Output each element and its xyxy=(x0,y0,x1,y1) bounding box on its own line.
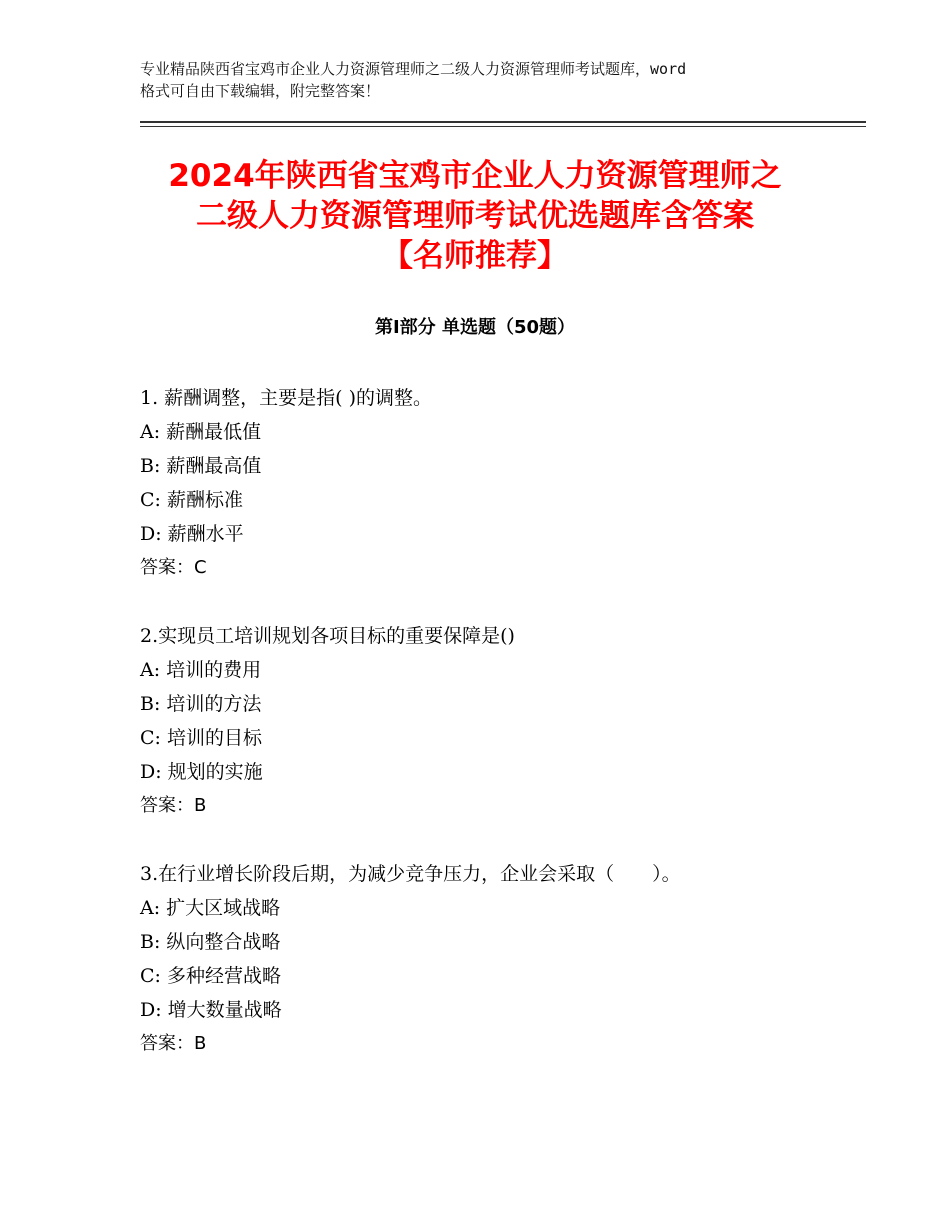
question-stem: 1. 薪酬调整，主要是指( )的调整。 xyxy=(140,387,433,409)
question-list xyxy=(140,381,840,1095)
option-b: B: 培训的方法 xyxy=(140,693,262,715)
option-d: D: 规划的实施 xyxy=(140,761,263,783)
option-a: A: 扩大区域战略 xyxy=(140,897,281,919)
document-title-line-1: 2024年陕西省宝鸡市企业人力资源管理师之 xyxy=(168,158,782,194)
option-a: A: 薪酬最低值 xyxy=(140,421,262,443)
document-title xyxy=(100,156,850,276)
answer: 答案：B xyxy=(140,795,207,816)
document-title-line-3: 【名师推荐】 xyxy=(382,238,568,274)
answer: 答案：B xyxy=(140,1033,207,1054)
option-b: B: 纵向整合战略 xyxy=(140,931,281,953)
option-b: B: 薪酬最高值 xyxy=(140,455,262,477)
header-note xyxy=(140,58,830,102)
question-stem: 2.实现员工培训规划各项目标的重要保障是() xyxy=(140,625,515,647)
option-c: C: 多种经营战略 xyxy=(140,965,281,987)
option-c: C: 培训的目标 xyxy=(140,727,262,749)
question-1 xyxy=(140,381,840,585)
question-2 xyxy=(140,619,840,823)
question-stem: 3.在行业增长阶段后期，为减少竞争压力，企业会采取（ ）。 xyxy=(140,863,681,885)
option-a: A: 培训的费用 xyxy=(140,659,262,681)
header-divider-thin xyxy=(140,126,866,127)
answer: 答案：C xyxy=(140,557,207,578)
header-note-line-1: 专业精品陕西省宝鸡市企业人力资源管理师之二级人力资源管理师考试题库，word xyxy=(140,60,687,78)
header-divider-thick xyxy=(140,121,866,123)
section-heading: 第Ⅰ部分 单选题（50题） xyxy=(374,317,575,338)
header-note-line-2: 格式可自由下载编辑，附完整答案！ xyxy=(140,82,381,100)
option-d: D: 薪酬水平 xyxy=(140,523,244,545)
option-c: C: 薪酬标准 xyxy=(140,489,243,511)
question-3 xyxy=(140,857,840,1061)
document-title-line-2: 二级人力资源管理师考试优选题库含答案 xyxy=(196,198,754,234)
option-d: D: 增大数量战略 xyxy=(140,999,282,1021)
